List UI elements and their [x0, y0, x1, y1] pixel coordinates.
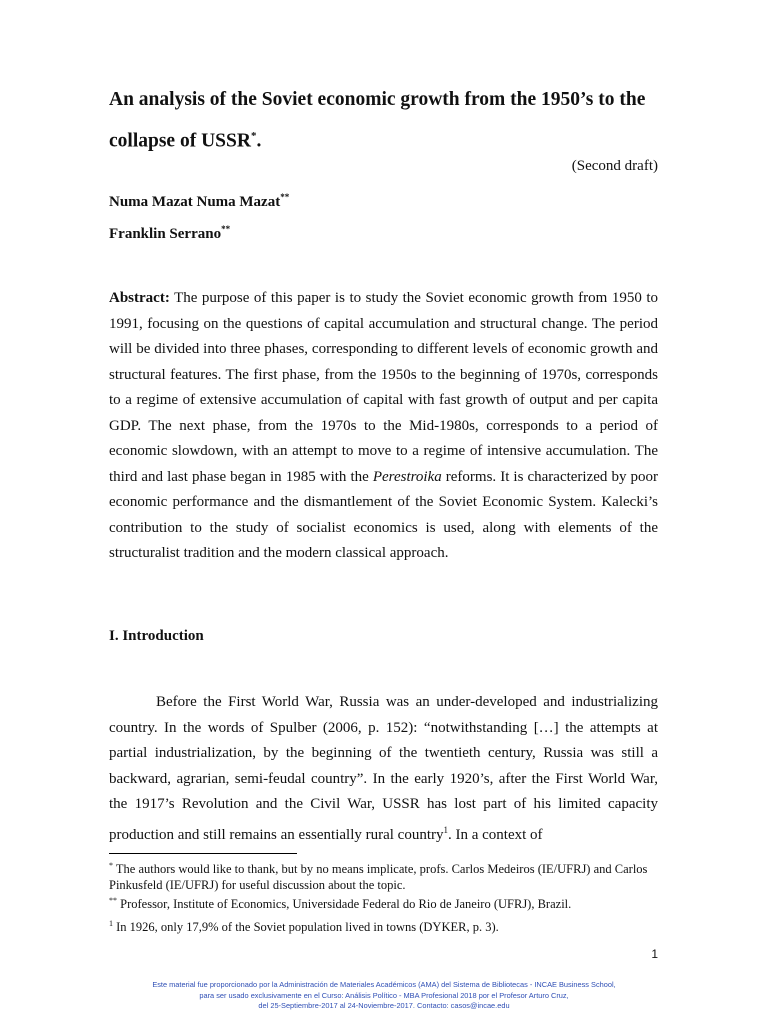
author-1: [109, 192, 289, 211]
title-end: .: [256, 130, 262, 152]
introduction-paragraph: [109, 690, 658, 849]
abstract-label: Abstract:: [109, 290, 170, 306]
paper-title-text: An analysis of the Soviet economic growth from the 1950’s to the collapse of USSR: [109, 89, 646, 152]
author-1-name: Numa Mazat Numa Mazat: [109, 194, 281, 210]
disclaimer-line-2: para ser usado exclusivamente en el Curso: Análisis Político - MBA Profesional 2018 por el Profesor Arturo Cruz,: [199, 990, 569, 1000]
title-footnote-mark: *: [250, 130, 257, 142]
author-1-mark: **: [280, 192, 290, 202]
draft-label: (Second draft): [571, 158, 658, 174]
footnote-2: [109, 893, 658, 913]
section-heading-introduction: I. Introduction: [109, 628, 204, 644]
abstract-text-1: The purpose of this paper is to study the Soviet economic growth from 1950 to 1991, focusing on the questions of capital accumulation and structural change. The period will be divided into three phases, corresponding to different levels of economic growth and structural features. The first phase, from the 1950s to the beginning of 1970s, corresponds to a regime of extensive accumulation of capital with fast growth of output and per capita GDP. The next phase, from the 1970s to the Mid-1980s, corresponds to a period of economic slowdown, with an attempt to move to a regime of intensive accumulation. The third and last phase began in 1985 with the: [109, 290, 658, 485]
abstract: [109, 286, 658, 567]
footnote-2-mark: **: [109, 896, 117, 905]
footnote-2-text: Professor, Institute of Economics, Universidade Federal do Rio de Janeiro (UFRJ), Brazil.: [117, 897, 572, 912]
disclaimer-line-1: Este material fue proporcionado por la Administración de Materiales Académicos (AMA) del Sistema de Bibliotecas - INCAE Business School,: [152, 980, 616, 989]
footnote-1: [109, 858, 658, 893]
intro-text-2: . In a context of: [448, 826, 543, 843]
disclaimer-line-3: del 25-Septiembre-2017 al 24-Noviembre-2017. Contacto: casos@incae.edu: [258, 1001, 510, 1010]
footnote-3: [109, 916, 658, 936]
library-disclaimer: [100, 980, 668, 1012]
paper-title: [109, 82, 669, 160]
abstract-italic-term: Perestroika: [372, 468, 442, 485]
author-2-name: Franklin Serrano: [109, 226, 222, 242]
footnote-3-mark: 1: [109, 919, 113, 928]
abstract-text-2: reforms. It is characterized by poor economic performance and the dismantlement of the Soviet Economic System. Kalecki’s contribution to the study of socialist economics is used, along with elements of the structuralist tradition and the modern classical approach.: [109, 468, 658, 561]
footnote-divider: [109, 853, 297, 854]
footnote-3-text: In 1926, only 17,9% of the Soviet population lived in towns (DYKER, p. 3).: [113, 920, 499, 935]
intro-text-1: Before the First World War, Russia was an under-developed and industrializing country. In the words of Spulber (2006, p. 152): “notwithstanding […] the attempts at partial industrialization, by the beginning of the twentieth century, Russia was still a backward, agrarian, semi-feudal country”. In the early 1920’s, after the First World War, the 1917’s Revolution and the Civil War, USSR has lost part of his limited capacity production and still remains an essentially rural country: [109, 694, 658, 843]
intro-footnote-mark: 1: [443, 824, 448, 835]
footnote-1-mark: *: [109, 861, 113, 870]
author-2: [109, 224, 230, 243]
footnote-1-text: The authors would like to thank, but by no means implicate, profs. Carlos Medeiros (IE/UFRJ) and Carlos Pinkusfeld (IE/UFRJ) for useful discussion about the topic.: [109, 862, 648, 892]
author-2-mark: **: [221, 224, 231, 234]
page-number: 1: [651, 947, 658, 961]
